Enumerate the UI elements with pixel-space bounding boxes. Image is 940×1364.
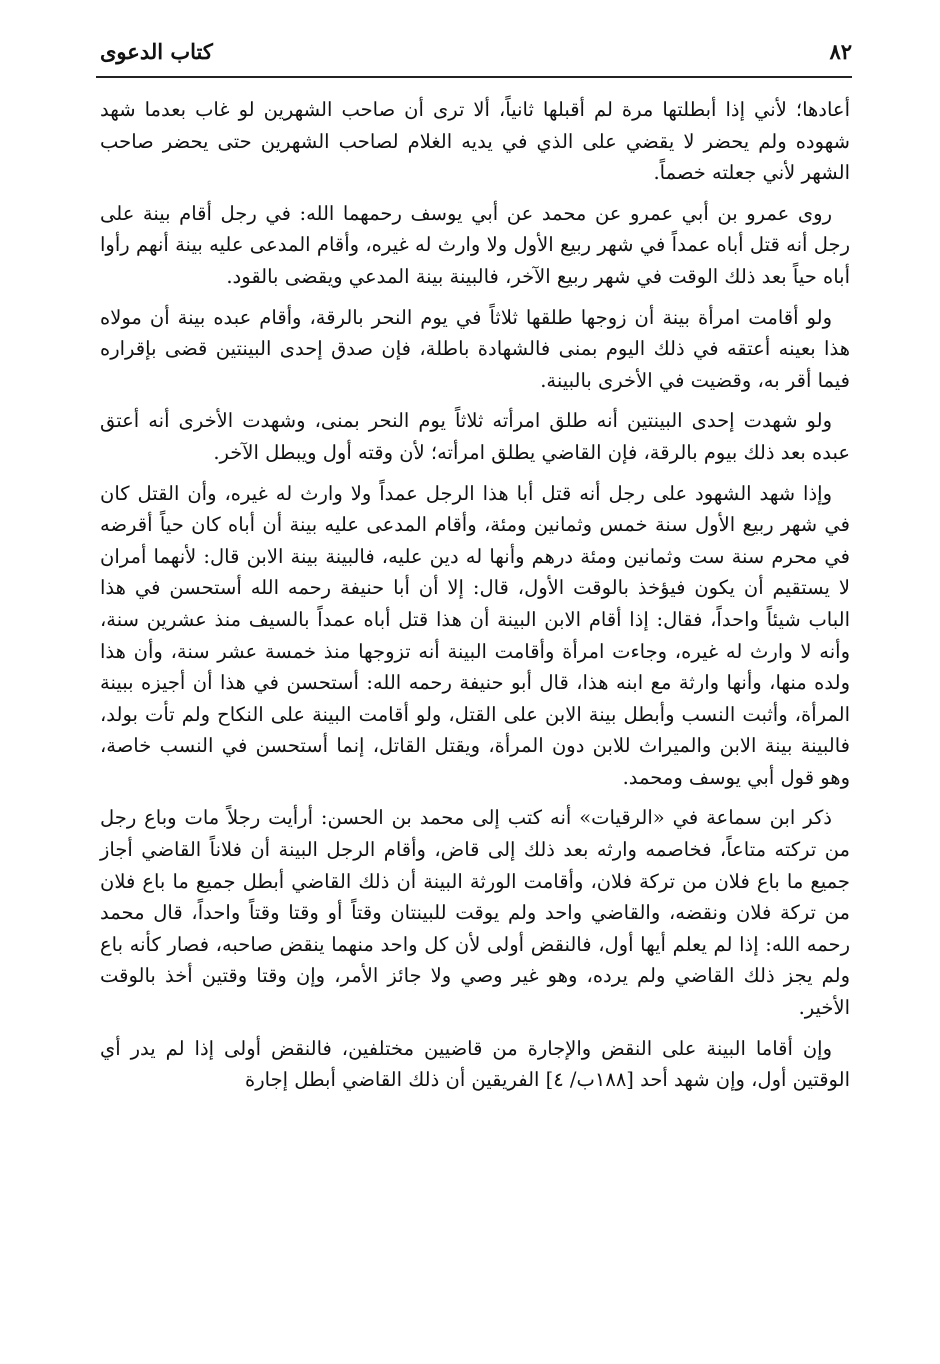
paragraph: ولو أقامت امرأة بينة أن زوجها طلقها ثلاثاً في يوم النحر بالرقة، وأقام عبده بينة أن مولاه هذا بعينه أعتقه في ذلك اليوم بمنى فالشهادة باطلة، فإن صدق إحدى البينتين قضى بإقراره فيما أقر به، وقضيت في الأخرى بالبينة. bbox=[100, 305, 850, 392]
page-header bbox=[96, 28, 852, 76]
paragraph: ولو شهدت إحدى البينتين أنه طلق امرأته ثلاثاً يوم النحر بمنى، وشهدت الأخرى أنه أعتق عبده بعد ذلك بيوم بالرقة، فإن القاضي يطلق امرأته؛ لأن وقته أول ويبطل الآخر. bbox=[100, 409, 850, 464]
paragraph: وإذا شهد الشهود على رجل أنه قتل أبا هذا الرجل عمداً ولا وارث له غيره، وأن القتل كان في شهر ربيع الأول سنة خمس وثمانين ومئة، وأقام المدعى عليه بينة أن أباه كان حياً أقرضه في محرم سنة ست وثمانين ومئة درهم وأنها له دين عليه، فالبينة بينة الابن قال: لأنهما أمران لا يستقيم أن يكون فيؤخذ بالوقت الأول، قال: إلا أن أبا حنيفة رحمه الله أستحسن في هذا الباب شيئاً واحداً، فقال: إذا أقام الابن البينة أن هذا قتل أباه عمداً بالسيف منذ عشرين سنة، وأنه لا وارث له غيره، وجاءت امرأة وأقامت البينة أنه تزوجها منذ خمسة عشر سنة، وأن هذا ولده منها، وأنها وارثة مع ابنه هذا، قال أبو حنيفة رحمه الله: أستحسن في هذا أن أجيزه ببينة المرأة، وأثبت النسب وأبطل بينة الابن على القتل، ولو أقامت البينة على النكاح ولم تأت بولد، فالبينة بينة الابن والميراث للابن دون المرأة، ويقتل القاتل، إنما أستحسن في النسب خاصة، وهو قول أبي يوسف ومحمد. bbox=[100, 481, 850, 789]
header-rule bbox=[96, 76, 852, 78]
paragraph: ذكر ابن سماعة في «الرقيات» أنه كتب إلى محمد بن الحسن: أرأيت رجلاً مات وباع رجل من تركته متاعاً، فخاصمه وارثه بعد ذلك إلى قاض، وأقام الرجل البينة أن فلاناً القاضي أجاز جميع ما باع فلان من تركة فلان، وأقامت الورثة البينة أن ذلك القاضي أبطل جميع ما باع فلان من تركة فلان ونقضه، والقاضي واحد ولم يوقت للبينتان وقتاً أو وقتا وقتاً واحداً، قال محمد رحمه الله: إذا لم يعلم أيها أول، فالنقض أولى لأن كل واحد منهما ينقض صاحبه، فصار كأنه باع ولم يجز ذلك القاضي ولم يرده، وهو غير وصي ولا جائز الأمر، وإن وقتا وقتين أخذ بالوقت الأخير. bbox=[100, 806, 850, 1020]
body-text bbox=[100, 94, 850, 1105]
running-title: كتاب الدعوى bbox=[100, 39, 213, 64]
paragraph: أعادها؛ لأني إذا أبطلتها مرة لم أقبلها ثانياً، ألا ترى أن صاحب الشهرين لو غاب بعدما شهد شهوده ولم يحضر لا يقضي على الذي في يديه الغلام لصاحب الشهرين حتى يحضر صاحب الشهر لأني جعلته خصماً. bbox=[100, 98, 850, 185]
page-number: ٨٢ bbox=[829, 39, 852, 64]
paragraph: وإن أقاما البينة على النقض والإجارة من قاضيين مختلفين، فالنقض أولى إذا لم يدر أي الوقتين أول، وإن شهد أحد [١٨٨ب/ ٤] الفريقين أن ذلك القاضي أبطل إجارة bbox=[100, 1036, 850, 1092]
paragraph: روى عمرو بن أبي عمرو عن محمد عن أبي يوسف رحمهما الله: في رجل أقام بينة على رجل أنه قتل أباه عمداً في شهر ربيع الأول ولا وارث له غيره، وأقام المدعى عليه بينة أنهم رأوا أباه حياً بعد ذلك الوقت في شهر ربيع الآخر، فالبينة بينة المدعي ويقضى بالقود. bbox=[100, 201, 850, 288]
